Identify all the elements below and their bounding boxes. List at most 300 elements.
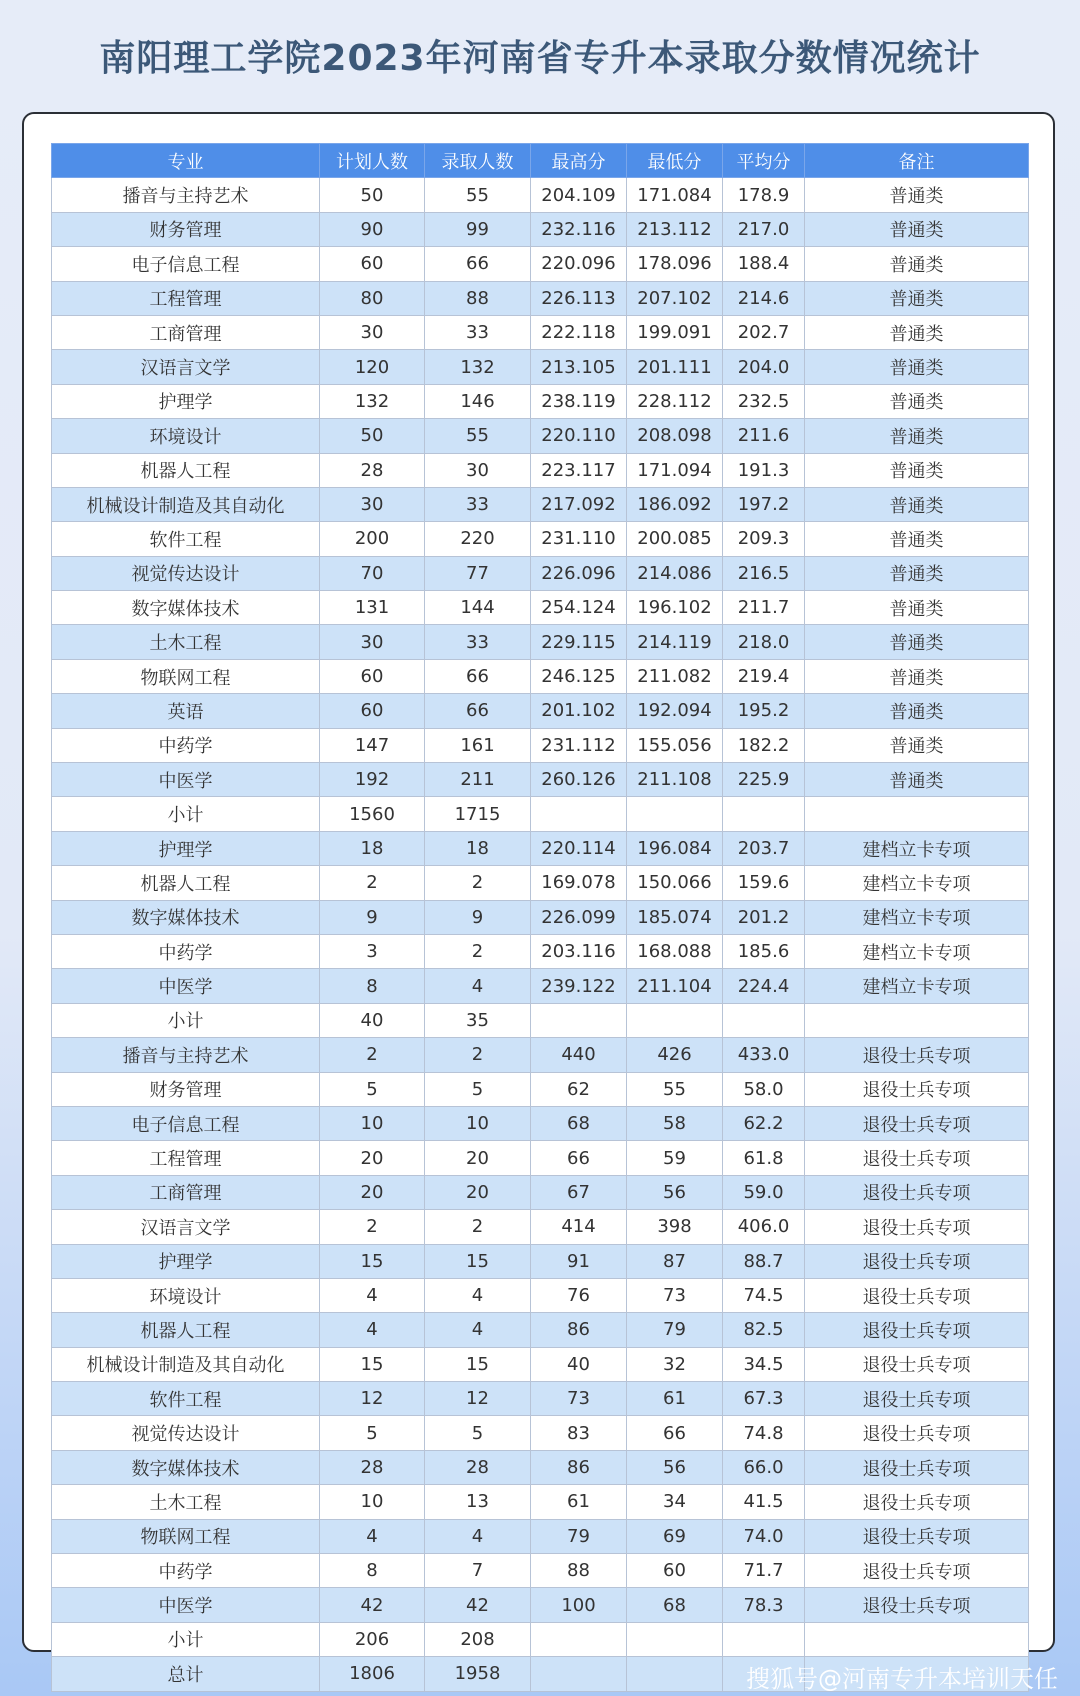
cell-admit-count: 35 [425, 1003, 531, 1037]
cell-plan-count: 20 [320, 1141, 425, 1175]
cell-admit-count: 99 [425, 212, 531, 246]
cell-major: 机器人工程 [52, 1313, 320, 1347]
cell-admit-count: 20 [425, 1141, 531, 1175]
cell-admit-count: 28 [425, 1450, 531, 1484]
cell-min-score: 185.074 [627, 900, 723, 934]
table-row [52, 1106, 1029, 1140]
cell-plan-count: 40 [320, 1003, 425, 1037]
cell-note: 退役士兵专项 [805, 1554, 1029, 1588]
cell-plan-count: 28 [320, 1450, 425, 1484]
cell-avg-score: 185.6 [723, 934, 805, 968]
table-row [52, 1588, 1029, 1622]
cell-plan-count: 1560 [320, 797, 425, 831]
cell-min-score: 34 [627, 1485, 723, 1519]
cell-note: 退役士兵专项 [805, 1519, 1029, 1553]
cell-note: 普通类 [805, 281, 1029, 315]
cell-avg-score: 41.5 [723, 1485, 805, 1519]
cell-admit-count: 5 [425, 1072, 531, 1106]
table-row [52, 659, 1029, 693]
cell-plan-count: 30 [320, 625, 425, 659]
cell-admit-count: 4 [425, 1278, 531, 1312]
cell-min-score [627, 1003, 723, 1037]
cell-note: 退役士兵专项 [805, 1106, 1029, 1140]
cell-admit-count: 18 [425, 831, 531, 865]
cell-plan-count: 60 [320, 247, 425, 281]
cell-min-score: 56 [627, 1450, 723, 1484]
cell-avg-score: 214.6 [723, 281, 805, 315]
cell-plan-count: 50 [320, 178, 425, 212]
cell-max-score: 83 [531, 1416, 627, 1450]
cell-major: 数字媒体技术 [52, 1450, 320, 1484]
cell-admit-count: 2 [425, 1210, 531, 1244]
cell-plan-count: 2 [320, 1038, 425, 1072]
cell-max-score: 229.115 [531, 625, 627, 659]
cell-avg-score: 203.7 [723, 831, 805, 865]
cell-admit-count: 2 [425, 1038, 531, 1072]
cell-max-score: 220.110 [531, 419, 627, 453]
table-row [52, 419, 1029, 453]
cell-major: 机器人工程 [52, 866, 320, 900]
cell-avg-score: 433.0 [723, 1038, 805, 1072]
table-row [52, 1141, 1029, 1175]
page-title: 南阳理工学院2023年河南省专升本录取分数情况统计 [99, 38, 981, 79]
cell-admit-count: 1715 [425, 797, 531, 831]
cell-major: 护理学 [52, 384, 320, 418]
cell-admit-count: 77 [425, 556, 531, 590]
cell-note [805, 797, 1029, 831]
cell-admit-count: 2 [425, 866, 531, 900]
cell-max-score: 62 [531, 1072, 627, 1106]
cell-avg-score: 59.0 [723, 1175, 805, 1209]
cell-admit-count: 66 [425, 694, 531, 728]
cell-admit-count: 30 [425, 453, 531, 487]
cell-major: 工商管理 [52, 315, 320, 349]
table-row [52, 1554, 1029, 1588]
cell-plan-count: 132 [320, 384, 425, 418]
table-row [52, 763, 1029, 797]
cell-plan-count: 147 [320, 728, 425, 762]
cell-note: 退役士兵专项 [805, 1313, 1029, 1347]
cell-max-score: 238.119 [531, 384, 627, 418]
header-major: 专业 [52, 144, 320, 178]
cell-max-score: 169.078 [531, 866, 627, 900]
cell-min-score: 79 [627, 1313, 723, 1347]
table-row [52, 1622, 1029, 1656]
cell-max-score [531, 1003, 627, 1037]
cell-min-score: 61 [627, 1382, 723, 1416]
cell-min-score: 155.056 [627, 728, 723, 762]
cell-avg-score: 159.6 [723, 866, 805, 900]
table-row [52, 1416, 1029, 1450]
cell-max-score: 86 [531, 1313, 627, 1347]
cell-max-score: 40 [531, 1347, 627, 1381]
cell-note: 普通类 [805, 419, 1029, 453]
cell-note: 普通类 [805, 625, 1029, 659]
cell-note: 退役士兵专项 [805, 1141, 1029, 1175]
header-avg-score: 平均分 [723, 144, 805, 178]
cell-max-score: 226.113 [531, 281, 627, 315]
cell-min-score: 171.084 [627, 178, 723, 212]
cell-note: 普通类 [805, 694, 1029, 728]
cell-note: 退役士兵专项 [805, 1278, 1029, 1312]
cell-avg-score: 61.8 [723, 1141, 805, 1175]
cell-avg-score: 71.7 [723, 1554, 805, 1588]
cell-avg-score: 74.8 [723, 1416, 805, 1450]
cell-major: 环境设计 [52, 419, 320, 453]
cell-plan-count: 30 [320, 487, 425, 521]
cell-major: 机械设计制造及其自动化 [52, 487, 320, 521]
cell-avg-score: 211.6 [723, 419, 805, 453]
cell-major: 电子信息工程 [52, 1106, 320, 1140]
cell-max-score: 73 [531, 1382, 627, 1416]
table-row [52, 1072, 1029, 1106]
cell-major: 小计 [52, 1622, 320, 1656]
cell-major: 中药学 [52, 1554, 320, 1588]
cell-note: 普通类 [805, 350, 1029, 384]
cell-max-score [531, 1622, 627, 1656]
header-plan-count: 计划人数 [320, 144, 425, 178]
cell-max-score: 414 [531, 1210, 627, 1244]
cell-note: 退役士兵专项 [805, 1450, 1029, 1484]
cell-min-score: 168.088 [627, 934, 723, 968]
cell-admit-count: 66 [425, 247, 531, 281]
cell-note: 普通类 [805, 384, 1029, 418]
cell-avg-score: 197.2 [723, 487, 805, 521]
admission-score-table [51, 143, 1029, 1692]
cell-plan-count: 1806 [320, 1657, 425, 1691]
cell-max-score: 91 [531, 1244, 627, 1278]
cell-avg-score [723, 1003, 805, 1037]
cell-major: 护理学 [52, 831, 320, 865]
cell-plan-count: 192 [320, 763, 425, 797]
cell-plan-count: 70 [320, 556, 425, 590]
cell-avg-score: 62.2 [723, 1106, 805, 1140]
table-row [52, 831, 1029, 865]
cell-admit-count: 1958 [425, 1657, 531, 1691]
cell-note: 退役士兵专项 [805, 1210, 1029, 1244]
cell-max-score: 254.124 [531, 591, 627, 625]
cell-note: 普通类 [805, 453, 1029, 487]
cell-max-score: 220.114 [531, 831, 627, 865]
cell-max-score: 217.092 [531, 487, 627, 521]
cell-major: 总计 [52, 1657, 320, 1691]
cell-note: 普通类 [805, 487, 1029, 521]
cell-note: 建档立卡专项 [805, 934, 1029, 968]
cell-major: 中药学 [52, 728, 320, 762]
cell-plan-count: 42 [320, 1588, 425, 1622]
cell-major: 工程管理 [52, 281, 320, 315]
cell-min-score: 398 [627, 1210, 723, 1244]
cell-admit-count: 4 [425, 1519, 531, 1553]
cell-max-score: 68 [531, 1106, 627, 1140]
cell-admit-count: 146 [425, 384, 531, 418]
cell-max-score: 67 [531, 1175, 627, 1209]
cell-note: 建档立卡专项 [805, 969, 1029, 1003]
table-row [52, 1003, 1029, 1037]
cell-plan-count: 5 [320, 1416, 425, 1450]
watermark: 搜狐号@河南专升本培训天任 [746, 1665, 1058, 1693]
cell-max-score: 88 [531, 1554, 627, 1588]
cell-note: 退役士兵专项 [805, 1485, 1029, 1519]
cell-plan-count: 18 [320, 831, 425, 865]
cell-min-score: 58 [627, 1106, 723, 1140]
table-row [52, 487, 1029, 521]
cell-avg-score: 182.2 [723, 728, 805, 762]
cell-avg-score: 219.4 [723, 659, 805, 693]
table-row [52, 281, 1029, 315]
table-row [52, 934, 1029, 968]
cell-plan-count: 60 [320, 694, 425, 728]
table-header-row [52, 144, 1029, 178]
cell-max-score: 203.116 [531, 934, 627, 968]
cell-avg-score: 224.4 [723, 969, 805, 1003]
cell-plan-count: 8 [320, 969, 425, 1003]
cell-major: 电子信息工程 [52, 247, 320, 281]
cell-admit-count: 9 [425, 900, 531, 934]
cell-max-score: 246.125 [531, 659, 627, 693]
cell-major: 土木工程 [52, 625, 320, 659]
header-note: 备注 [805, 144, 1029, 178]
cell-note [805, 1622, 1029, 1656]
cell-major: 汉语言文学 [52, 350, 320, 384]
cell-max-score: 204.109 [531, 178, 627, 212]
table-row [52, 453, 1029, 487]
cell-admit-count: 4 [425, 1313, 531, 1347]
cell-min-score: 87 [627, 1244, 723, 1278]
cell-max-score: 231.112 [531, 728, 627, 762]
cell-min-score: 201.111 [627, 350, 723, 384]
table-row [52, 797, 1029, 831]
cell-admit-count: 5 [425, 1416, 531, 1450]
cell-avg-score: 218.0 [723, 625, 805, 659]
cell-note: 退役士兵专项 [805, 1416, 1029, 1450]
cell-admit-count: 211 [425, 763, 531, 797]
cell-plan-count: 9 [320, 900, 425, 934]
cell-note: 普通类 [805, 315, 1029, 349]
cell-avg-score: 78.3 [723, 1588, 805, 1622]
cell-avg-score: 225.9 [723, 763, 805, 797]
table-row [52, 178, 1029, 212]
cell-major: 播音与主持艺术 [52, 178, 320, 212]
cell-max-score: 260.126 [531, 763, 627, 797]
cell-plan-count: 12 [320, 1382, 425, 1416]
cell-min-score: 211.108 [627, 763, 723, 797]
cell-major: 中医学 [52, 969, 320, 1003]
cell-major: 中医学 [52, 763, 320, 797]
table-row [52, 866, 1029, 900]
cell-plan-count: 4 [320, 1278, 425, 1312]
cell-plan-count: 2 [320, 1210, 425, 1244]
cell-major: 视觉传达设计 [52, 556, 320, 590]
cell-max-score: 220.096 [531, 247, 627, 281]
cell-min-score: 213.112 [627, 212, 723, 246]
cell-plan-count: 10 [320, 1106, 425, 1140]
cell-min-score: 228.112 [627, 384, 723, 418]
cell-admit-count: 10 [425, 1106, 531, 1140]
cell-plan-count: 4 [320, 1313, 425, 1347]
cell-min-score: 426 [627, 1038, 723, 1072]
cell-max-score: 226.099 [531, 900, 627, 934]
cell-max-score: 213.105 [531, 350, 627, 384]
header-max-score: 最高分 [531, 144, 627, 178]
cell-min-score: 199.091 [627, 315, 723, 349]
cell-max-score: 76 [531, 1278, 627, 1312]
cell-avg-score: 191.3 [723, 453, 805, 487]
cell-min-score: 211.082 [627, 659, 723, 693]
cell-note: 退役士兵专项 [805, 1038, 1029, 1072]
cell-note: 建档立卡专项 [805, 831, 1029, 865]
cell-avg-score: 232.5 [723, 384, 805, 418]
cell-min-score: 66 [627, 1416, 723, 1450]
cell-min-score: 200.085 [627, 522, 723, 556]
cell-max-score: 100 [531, 1588, 627, 1622]
cell-admit-count: 33 [425, 315, 531, 349]
cell-note: 退役士兵专项 [805, 1347, 1029, 1381]
table-row [52, 556, 1029, 590]
cell-admit-count: 55 [425, 178, 531, 212]
cell-admit-count: 66 [425, 659, 531, 693]
cell-admit-count: 144 [425, 591, 531, 625]
table-row [52, 1382, 1029, 1416]
table-row [52, 900, 1029, 934]
table-row [52, 1175, 1029, 1209]
cell-admit-count: 132 [425, 350, 531, 384]
cell-max-score: 79 [531, 1519, 627, 1553]
cell-max-score: 231.110 [531, 522, 627, 556]
cell-max-score: 201.102 [531, 694, 627, 728]
cell-avg-score: 217.0 [723, 212, 805, 246]
cell-plan-count: 5 [320, 1072, 425, 1106]
table-body [52, 178, 1029, 1691]
cell-avg-score [723, 797, 805, 831]
cell-plan-count: 15 [320, 1244, 425, 1278]
table-row [52, 212, 1029, 246]
cell-major: 护理学 [52, 1244, 320, 1278]
cell-note: 建档立卡专项 [805, 900, 1029, 934]
cell-admit-count: 33 [425, 487, 531, 521]
cell-plan-count: 10 [320, 1485, 425, 1519]
cell-plan-count: 28 [320, 453, 425, 487]
cell-min-score [627, 1657, 723, 1691]
cell-major: 机器人工程 [52, 453, 320, 487]
header-min-score: 最低分 [627, 144, 723, 178]
cell-plan-count: 30 [320, 315, 425, 349]
cell-plan-count: 2 [320, 866, 425, 900]
cell-major: 环境设计 [52, 1278, 320, 1312]
cell-min-score: 207.102 [627, 281, 723, 315]
cell-min-score: 211.104 [627, 969, 723, 1003]
cell-min-score: 214.086 [627, 556, 723, 590]
cell-avg-score: 74.5 [723, 1278, 805, 1312]
cell-major: 数字媒体技术 [52, 591, 320, 625]
cell-major: 汉语言文学 [52, 1210, 320, 1244]
table-row [52, 625, 1029, 659]
cell-major: 视觉传达设计 [52, 1416, 320, 1450]
header-admit-count: 录取人数 [425, 144, 531, 178]
cell-max-score: 61 [531, 1485, 627, 1519]
cell-major: 物联网工程 [52, 659, 320, 693]
cell-plan-count: 3 [320, 934, 425, 968]
cell-min-score [627, 797, 723, 831]
cell-min-score: 150.066 [627, 866, 723, 900]
cell-min-score: 55 [627, 1072, 723, 1106]
cell-avg-score: 188.4 [723, 247, 805, 281]
cell-plan-count: 80 [320, 281, 425, 315]
cell-min-score: 32 [627, 1347, 723, 1381]
cell-avg-score [723, 1622, 805, 1656]
cell-admit-count: 161 [425, 728, 531, 762]
table-row [52, 350, 1029, 384]
cell-admit-count: 12 [425, 1382, 531, 1416]
cell-admit-count: 2 [425, 934, 531, 968]
cell-admit-count: 15 [425, 1347, 531, 1381]
cell-note: 普通类 [805, 659, 1029, 693]
cell-max-score: 66 [531, 1141, 627, 1175]
cell-major: 财务管理 [52, 212, 320, 246]
cell-avg-score: 34.5 [723, 1347, 805, 1381]
cell-note: 退役士兵专项 [805, 1072, 1029, 1106]
table-row [52, 1244, 1029, 1278]
table-row [52, 522, 1029, 556]
cell-admit-count: 88 [425, 281, 531, 315]
cell-min-score: 192.094 [627, 694, 723, 728]
cell-admit-count: 33 [425, 625, 531, 659]
table-row [52, 694, 1029, 728]
cell-min-score: 178.096 [627, 247, 723, 281]
cell-note: 退役士兵专项 [805, 1244, 1029, 1278]
cell-admit-count: 4 [425, 969, 531, 1003]
cell-note: 普通类 [805, 556, 1029, 590]
cell-major: 机械设计制造及其自动化 [52, 1347, 320, 1381]
cell-max-score: 223.117 [531, 453, 627, 487]
cell-avg-score: 204.0 [723, 350, 805, 384]
cell-major: 播音与主持艺术 [52, 1038, 320, 1072]
cell-max-score: 232.116 [531, 212, 627, 246]
cell-plan-count: 15 [320, 1347, 425, 1381]
cell-note [805, 1003, 1029, 1037]
cell-avg-score: 216.5 [723, 556, 805, 590]
cell-note: 建档立卡专项 [805, 866, 1029, 900]
cell-min-score: 171.094 [627, 453, 723, 487]
cell-avg-score: 195.2 [723, 694, 805, 728]
cell-admit-count: 208 [425, 1622, 531, 1656]
cell-avg-score: 201.2 [723, 900, 805, 934]
cell-major: 工程管理 [52, 1141, 320, 1175]
cell-major: 英语 [52, 694, 320, 728]
cell-plan-count: 131 [320, 591, 425, 625]
cell-min-score: 196.084 [627, 831, 723, 865]
cell-avg-score: 209.3 [723, 522, 805, 556]
cell-plan-count: 60 [320, 659, 425, 693]
cell-max-score [531, 797, 627, 831]
cell-min-score [627, 1622, 723, 1656]
cell-note: 退役士兵专项 [805, 1382, 1029, 1416]
table-row [52, 1347, 1029, 1381]
cell-note: 普通类 [805, 178, 1029, 212]
cell-admit-count: 13 [425, 1485, 531, 1519]
cell-min-score: 56 [627, 1175, 723, 1209]
table-row [52, 1485, 1029, 1519]
cell-major: 中医学 [52, 1588, 320, 1622]
table-row [52, 1038, 1029, 1072]
cell-note: 普通类 [805, 522, 1029, 556]
cell-major: 土木工程 [52, 1485, 320, 1519]
cell-admit-count: 7 [425, 1554, 531, 1588]
cell-note: 普通类 [805, 247, 1029, 281]
cell-major: 软件工程 [52, 1382, 320, 1416]
cell-note: 普通类 [805, 763, 1029, 797]
cell-plan-count: 8 [320, 1554, 425, 1588]
